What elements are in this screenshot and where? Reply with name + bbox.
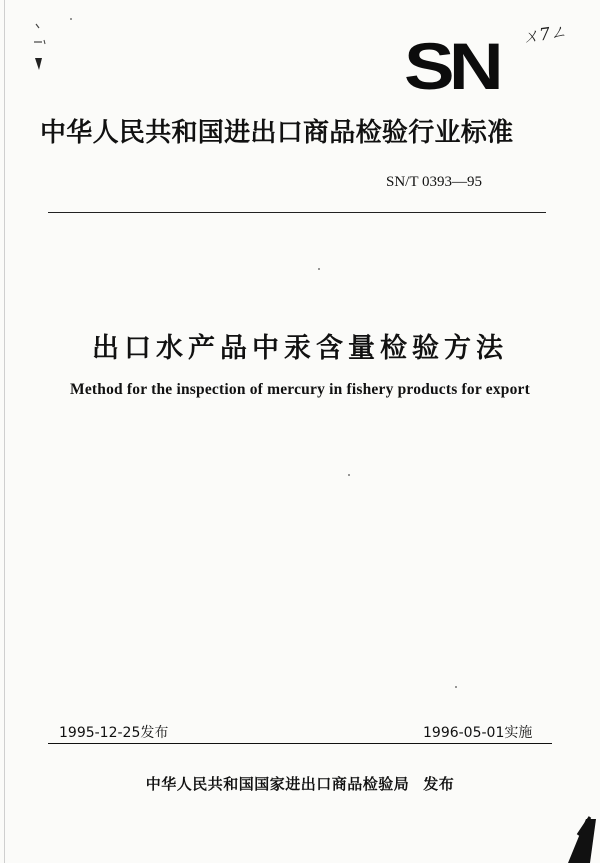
header-divider: [48, 212, 546, 213]
scan-speck: [455, 686, 457, 688]
issuer-action: 发布: [423, 775, 455, 793]
implementation-date: 1996-05-01: [423, 725, 505, 741]
issue-label: 发布: [140, 725, 169, 741]
handwritten-note: ㄨ7ㄥ: [521, 21, 569, 48]
standard-category: 中华人民共和国进出口商品检验行业标准: [40, 118, 514, 148]
issuer-name: 中华人民共和国国家进出口商品检验局: [145, 775, 410, 793]
implementation-date-line: [423, 722, 532, 742]
implementation-label: 实施: [504, 725, 533, 741]
issue-date: 1995-12-25: [59, 725, 141, 741]
issue-date-line: [59, 722, 168, 742]
issuer-line: [0, 773, 600, 794]
corner-scan-mark: [560, 815, 600, 863]
footer-divider: [48, 743, 552, 744]
scan-speck: [70, 18, 72, 20]
title-chinese: 出口水产品中汞含量检验方法: [92, 333, 508, 364]
standard-code: SN/T 0393—95: [386, 174, 482, 190]
scan-speck: [348, 474, 350, 476]
sn-logo: SN: [404, 29, 498, 103]
title-english: Method for the inspection of mercury in fishery products for export: [70, 381, 530, 398]
scan-speck: [318, 268, 320, 270]
margin-marks: [30, 18, 60, 78]
scan-edge: [4, 0, 5, 863]
